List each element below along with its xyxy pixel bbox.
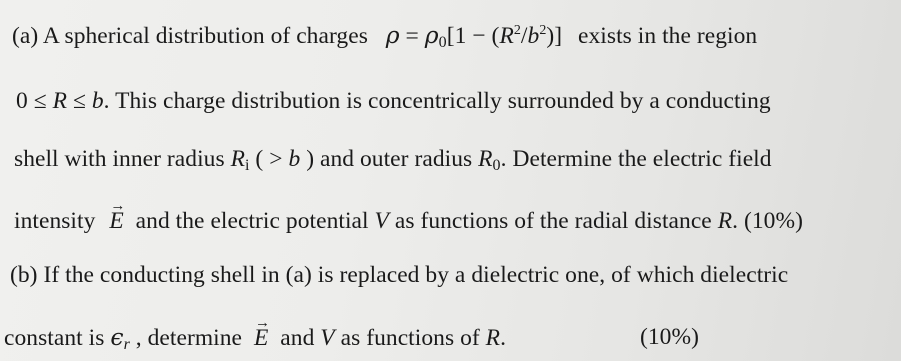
line3-text-a: shell with inner radius — [14, 146, 231, 172]
R-symbol: R — [52, 88, 68, 114]
equals-sign: = — [399, 23, 425, 49]
line3-condition: ( > — [249, 146, 289, 172]
V-symbol: V — [320, 325, 335, 351]
condition-left: 0 ≤ — [16, 88, 53, 114]
Ro-subscript: 0 — [492, 157, 501, 174]
problem-line-4 — [14, 206, 803, 236]
condition-mid: ≤ — [67, 88, 92, 114]
line6-text-d: as functions of — [334, 325, 486, 351]
rho-symbol: ρ — [385, 21, 400, 49]
problem-line-3 — [14, 144, 772, 181]
line6-text-b: , determine — [129, 325, 248, 351]
line4-text-c: as functions of the radial distance — [388, 208, 718, 234]
line6-text-e: . — [500, 325, 507, 351]
line6-text-a: constant is — [4, 325, 111, 351]
Ri-symbol: R — [230, 146, 245, 172]
line1-text-b: exists in the region — [578, 23, 758, 49]
R-symbol: R — [485, 325, 501, 351]
problem-line-1 — [12, 16, 757, 58]
line3-text-c: . Determine the electric field — [500, 146, 772, 172]
rho0-subscript: 0 — [438, 34, 447, 51]
line3-text-b: ) and outer radius — [300, 146, 479, 172]
line5-text: (b) If the conducting shell in (a) is replaced by a dielectric one, of which dielectric — [10, 262, 789, 288]
V-symbol: V — [374, 208, 389, 234]
R-exponent: 2 — [513, 23, 521, 38]
bracket-close: )] — [546, 23, 563, 49]
Ri-subscript: i — [244, 157, 250, 174]
E-vector-symbol: → E — [109, 206, 123, 236]
b-symbol: b — [527, 23, 540, 49]
line1-text-a: (a) A spherical distribution of charges — [12, 23, 374, 49]
problem-line-5 — [10, 260, 788, 290]
R-symbol: R — [499, 23, 514, 49]
problem-line-6 — [4, 322, 506, 360]
line6-text-c: and — [274, 325, 321, 351]
epsilon-symbol: ϵ — [110, 323, 124, 351]
slash: / — [520, 23, 528, 49]
epsilon-subscript: r — [123, 336, 130, 353]
part-b-points-label: (10%) — [640, 324, 699, 350]
problem-line-2 — [16, 86, 771, 116]
line4-text-a: intensity — [14, 208, 102, 234]
b-symbol: b — [288, 146, 301, 172]
R-symbol: R — [717, 208, 733, 234]
line2-text: . This charge distribution is concentrically surrounded by a conducting — [103, 88, 771, 114]
b-symbol: b — [91, 88, 104, 114]
line4-text-b: and the electric potential — [129, 208, 375, 234]
bracket-open: [1 − ( — [446, 23, 500, 49]
E-vector-symbol: → E — [254, 323, 268, 353]
line4-text-d: . (10%) — [732, 208, 803, 234]
Ro-symbol: R — [478, 146, 493, 172]
rho0-symbol: ρ — [424, 21, 439, 49]
b-exponent: 2 — [539, 23, 547, 38]
part-b-points — [640, 322, 699, 352]
